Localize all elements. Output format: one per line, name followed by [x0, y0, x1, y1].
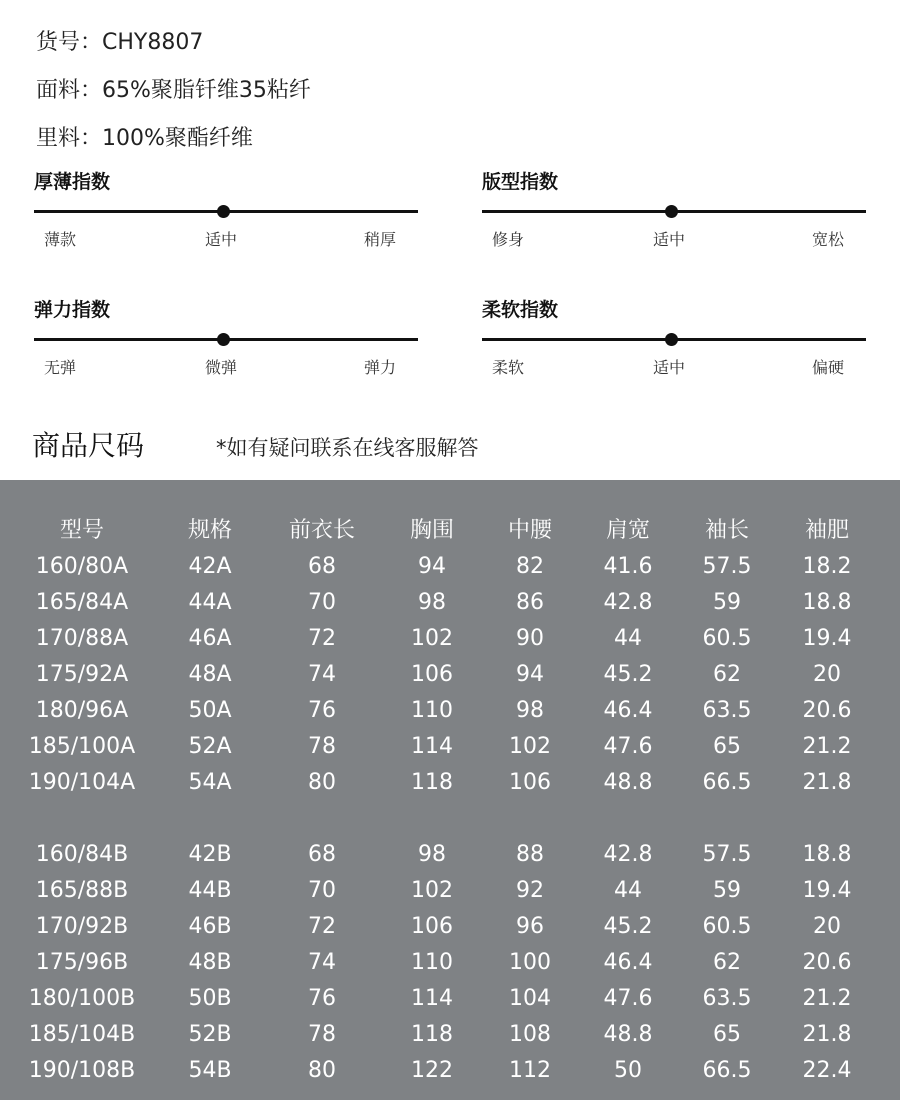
- softness-index: [482, 298, 866, 408]
- info-value: 100%聚酯纤维: [102, 126, 253, 151]
- table-cell: 160/84B: [35, 842, 129, 867]
- table-header-cell: 袖肥: [804, 518, 849, 543]
- index-label-right: 偏硬: [812, 358, 845, 377]
- table-cell: 59: [713, 878, 741, 903]
- table-cell: 21.2: [802, 734, 852, 759]
- table-cell: 108: [509, 1022, 551, 1047]
- table-cell: 98: [418, 842, 446, 867]
- table-cell: 110: [411, 950, 453, 975]
- table-cell: 74: [308, 662, 336, 687]
- table-cell: 102: [411, 878, 453, 903]
- table-cell: 180/100B: [28, 986, 136, 1011]
- table-cell: 46B: [188, 914, 232, 939]
- table-cell: 20.6: [802, 950, 852, 975]
- size-section-title: 商品尺码: [32, 429, 145, 462]
- table-cell: 20: [813, 914, 841, 939]
- table-header-cell: 型号: [59, 518, 104, 543]
- table-cell: 66.5: [702, 1058, 752, 1083]
- info-label: 里料：: [36, 126, 103, 151]
- table-cell: 54B: [188, 1058, 232, 1083]
- table-cell: 70: [308, 878, 336, 903]
- table-cell: 82: [516, 554, 544, 579]
- table-cell: 48B: [188, 950, 232, 975]
- table-row: [0, 981, 900, 1017]
- table-cell: 21.2: [802, 986, 852, 1011]
- index-label-right: 宽松: [812, 230, 845, 249]
- table-cell: 42A: [188, 554, 232, 579]
- table-cell: 175/96B: [35, 950, 129, 975]
- table-cell: 180/96A: [35, 698, 129, 723]
- table-row: [0, 693, 900, 729]
- table-row: [0, 765, 900, 801]
- table-cell: 78: [308, 1022, 336, 1047]
- table-header-cell: 前衣长: [288, 518, 355, 543]
- table-cell: 106: [411, 662, 453, 687]
- table-cell: 44B: [188, 878, 232, 903]
- info-line-fabric: [36, 76, 311, 106]
- table-cell: 44A: [188, 590, 232, 615]
- table-cell: 65: [713, 734, 741, 759]
- table-cell: 86: [516, 590, 544, 615]
- table-cell: 190/108B: [28, 1058, 136, 1083]
- fit-index: [482, 170, 866, 280]
- table-cell: 54A: [188, 770, 232, 795]
- table-header-cell: 肩宽: [605, 518, 650, 543]
- info-value: CHY8807: [102, 30, 204, 55]
- table-cell: 48.8: [603, 1022, 653, 1047]
- table-cell: 50B: [188, 986, 232, 1011]
- table-cell: 47.6: [603, 734, 653, 759]
- table-cell: 90: [516, 626, 544, 651]
- table-cell: 170/88A: [35, 626, 129, 651]
- table-cell: 118: [411, 1022, 453, 1047]
- table-cell: 112: [509, 1058, 551, 1083]
- table-cell: 48.8: [603, 770, 653, 795]
- table-row: [0, 837, 900, 873]
- index-label-right: 稍厚: [364, 230, 397, 249]
- thickness-index: [34, 170, 418, 280]
- index-label-right: 弹力: [364, 358, 397, 377]
- table-row: [0, 945, 900, 981]
- table-row: [0, 729, 900, 765]
- index-label-middle: 微弹: [205, 358, 238, 377]
- table-cell: 45.2: [603, 914, 653, 939]
- table-cell: 94: [418, 554, 446, 579]
- index-title: 弹力指数: [34, 299, 111, 321]
- table-cell: 48A: [188, 662, 232, 687]
- table-cell: 78: [308, 734, 336, 759]
- table-cell: 185/104B: [28, 1022, 136, 1047]
- table-cell: 66.5: [702, 770, 752, 795]
- table-cell: 165/84A: [35, 590, 129, 615]
- index-marker: [217, 333, 230, 346]
- table-cell: 42B: [188, 842, 232, 867]
- table-cell: 62: [713, 662, 741, 687]
- table-cell: 122: [411, 1058, 453, 1083]
- table-cell: 88: [516, 842, 544, 867]
- table-cell: 106: [509, 770, 551, 795]
- index-marker: [665, 333, 678, 346]
- index-label-left: 柔软: [492, 358, 525, 377]
- index-label-middle: 适中: [205, 230, 238, 249]
- table-cell: 106: [411, 914, 453, 939]
- table-row: [0, 909, 900, 945]
- index-label-left: 无弹: [44, 358, 77, 377]
- table-cell: 42.8: [603, 842, 653, 867]
- table-cell: 18.8: [802, 842, 852, 867]
- table-cell: 46A: [188, 626, 232, 651]
- table-cell: 160/80A: [35, 554, 129, 579]
- table-cell: 63.5: [702, 986, 752, 1011]
- table-header-cell: 袖长: [704, 518, 749, 543]
- table-header-row: [0, 513, 900, 549]
- table-cell: 52A: [188, 734, 232, 759]
- table-row: [0, 873, 900, 909]
- table-cell: 42.8: [603, 590, 653, 615]
- index-label-middle: 适中: [653, 358, 686, 377]
- table-cell: 110: [411, 698, 453, 723]
- table-cell: 57.5: [702, 554, 752, 579]
- info-line-item-no: [36, 28, 203, 58]
- table-cell: 72: [308, 914, 336, 939]
- table-cell: 60.5: [702, 626, 752, 651]
- table-cell: 20: [813, 662, 841, 687]
- index-label-left: 修身: [492, 230, 525, 249]
- table-header-cell: 中腰: [507, 518, 552, 543]
- table-cell: 98: [516, 698, 544, 723]
- table-cell: 96: [516, 914, 544, 939]
- table-cell: 80: [308, 770, 336, 795]
- table-cell: 72: [308, 626, 336, 651]
- table-cell: 52B: [188, 1022, 232, 1047]
- table-cell: 57.5: [702, 842, 752, 867]
- info-label: 面料：: [36, 78, 103, 103]
- table-cell: 76: [308, 986, 336, 1011]
- table-cell: 98: [418, 590, 446, 615]
- table-cell: 45.2: [603, 662, 653, 687]
- table-cell: 118: [411, 770, 453, 795]
- table-cell: 41.6: [603, 554, 653, 579]
- table-cell: 44: [614, 878, 642, 903]
- table-cell: 60.5: [702, 914, 752, 939]
- table-cell: 68: [308, 554, 336, 579]
- table-cell: 47.6: [603, 986, 653, 1011]
- table-cell: 46.4: [603, 950, 653, 975]
- info-line-lining: [36, 124, 253, 154]
- table-cell: 165/88B: [35, 878, 129, 903]
- table-cell: 50: [614, 1058, 642, 1083]
- table-cell: 68: [308, 842, 336, 867]
- table-row: [0, 549, 900, 585]
- index-marker: [665, 205, 678, 218]
- table-cell: 76: [308, 698, 336, 723]
- index-title: 柔软指数: [482, 299, 559, 321]
- table-cell: 170/92B: [35, 914, 129, 939]
- table-row: [0, 657, 900, 693]
- table-header-cell: 胸围: [409, 518, 454, 543]
- index-marker: [217, 205, 230, 218]
- table-cell: 44: [614, 626, 642, 651]
- table-row: [0, 621, 900, 657]
- size-section-note: *如有疑问联系在线客服解答: [216, 436, 479, 460]
- table-cell: 65: [713, 1022, 741, 1047]
- table-cell: 70: [308, 590, 336, 615]
- table-cell: 92: [516, 878, 544, 903]
- table-cell: 114: [411, 734, 453, 759]
- table-cell: 46.4: [603, 698, 653, 723]
- index-label-middle: 适中: [653, 230, 686, 249]
- table-cell: 19.4: [802, 878, 852, 903]
- table-cell: 74: [308, 950, 336, 975]
- table-cell: 18.2: [802, 554, 852, 579]
- table-row: [0, 1017, 900, 1053]
- table-header-cell: 规格: [187, 518, 232, 543]
- table-cell: 62: [713, 950, 741, 975]
- table-cell: 94: [516, 662, 544, 687]
- table-cell: 80: [308, 1058, 336, 1083]
- table-cell: 20.6: [802, 698, 852, 723]
- table-cell: 104: [509, 986, 551, 1011]
- table-cell: 50A: [188, 698, 232, 723]
- elasticity-index: [34, 298, 418, 408]
- table-row: [0, 585, 900, 621]
- size-table: [0, 480, 900, 1100]
- info-value: 65%聚脂钎维35粘纤: [102, 78, 311, 103]
- table-cell: 102: [411, 626, 453, 651]
- table-cell: 18.8: [802, 590, 852, 615]
- table-cell: 175/92A: [35, 662, 129, 687]
- index-title: 厚薄指数: [34, 171, 111, 193]
- index-title: 版型指数: [482, 171, 559, 193]
- table-row: [0, 1053, 900, 1089]
- info-label: 货号：: [36, 30, 103, 55]
- table-cell: 190/104A: [28, 770, 136, 795]
- table-cell: 102: [509, 734, 551, 759]
- table-cell: 22.4: [802, 1058, 852, 1083]
- index-label-left: 薄款: [44, 230, 77, 249]
- table-cell: 63.5: [702, 698, 752, 723]
- table-cell: 21.8: [802, 1022, 852, 1047]
- table-cell: 100: [509, 950, 551, 975]
- table-cell: 185/100A: [28, 734, 136, 759]
- table-cell: 59: [713, 590, 741, 615]
- table-cell: 19.4: [802, 626, 852, 651]
- table-cell: 114: [411, 986, 453, 1011]
- table-cell: 21.8: [802, 770, 852, 795]
